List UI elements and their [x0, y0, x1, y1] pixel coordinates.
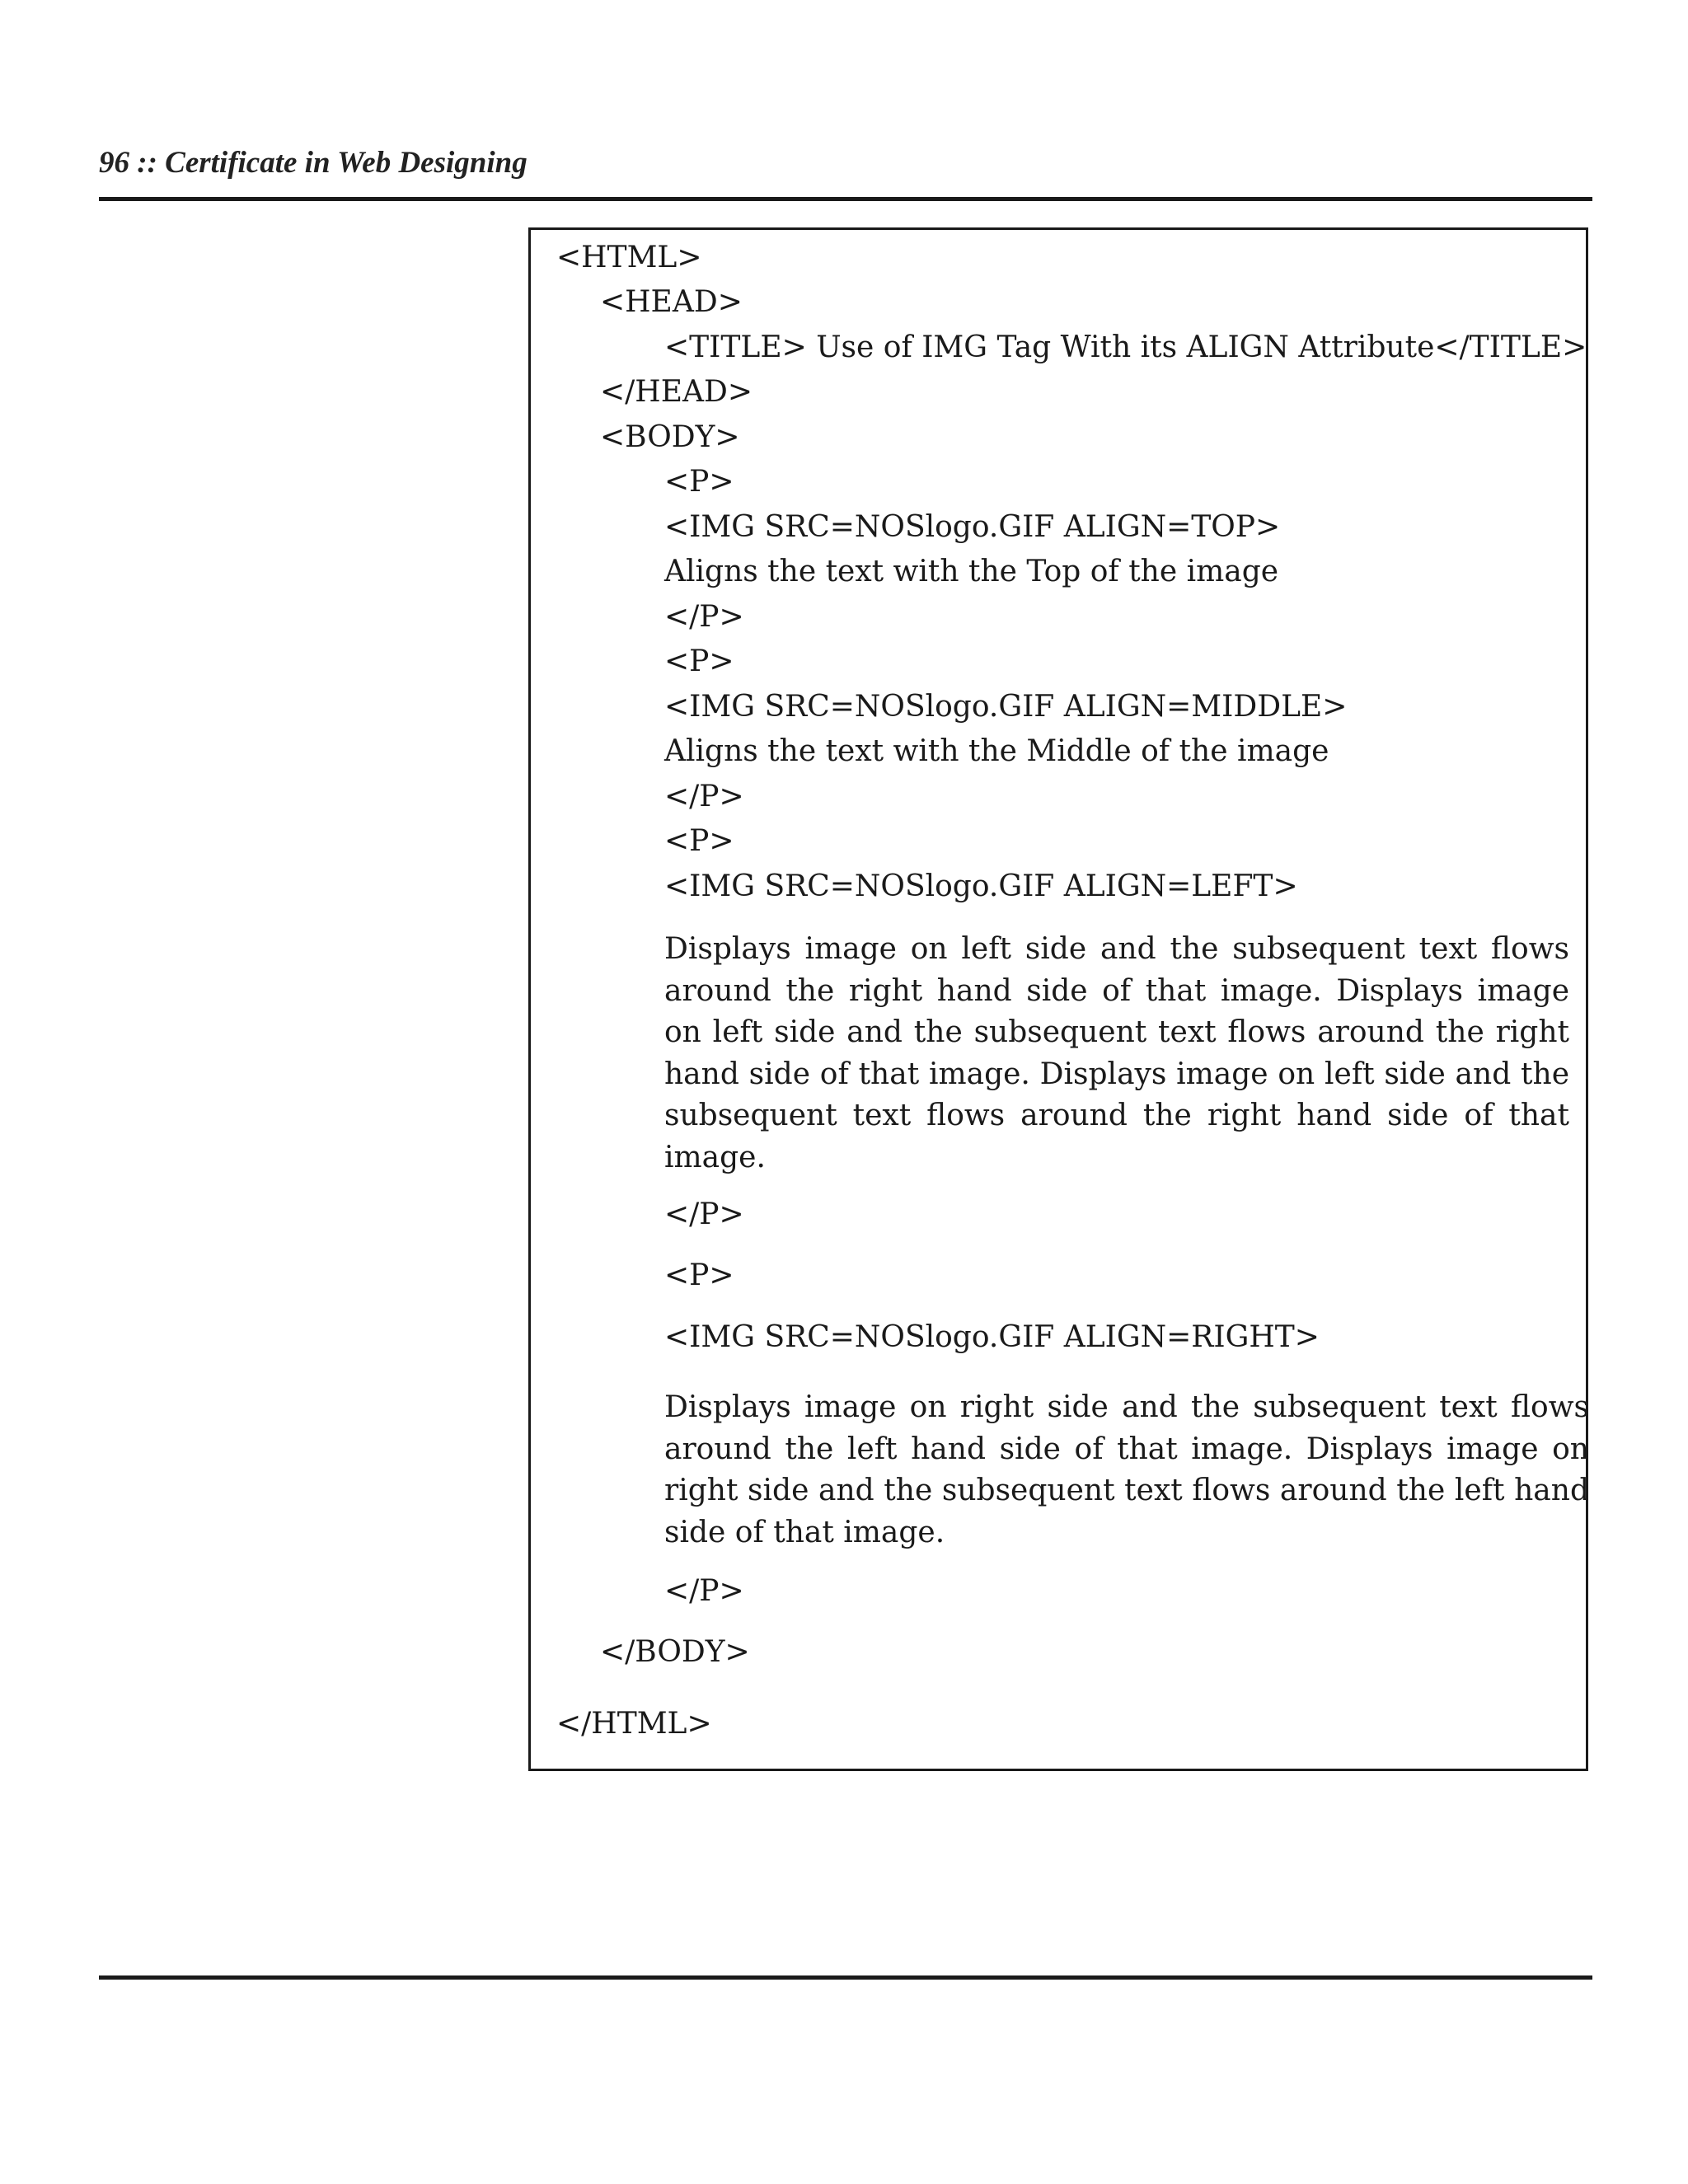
code-line-title: <TITLE> Use of IMG Tag With its ALIGN Attribute</TITLE> — [664, 330, 1587, 364]
code-line-img-left: <IMG SRC=NOSlogo.GIF ALIGN=LEFT> — [664, 869, 1298, 903]
running-header: 96 :: Certificate in Web Designing — [99, 146, 528, 180]
code-line-text-top: Aligns the text with the Top of the image — [664, 555, 1279, 588]
code-line-p-close-4: </P> — [664, 1574, 744, 1608]
code-line-text-middle: Aligns the text with the Middle of the image — [664, 734, 1329, 768]
code-line-body-close: </BODY> — [600, 1635, 750, 1669]
code-paragraph-right: Displays image on right side and the subsequent text flows around the left hand side of that image. Displays image on right side and the subsequent text flows around the left hand side of that image. — [664, 1390, 1589, 1549]
footer-rule — [99, 1975, 1592, 1980]
code-line-head-open: <HEAD> — [600, 285, 743, 319]
code-line-img-right: <IMG SRC=NOSlogo.GIF ALIGN=RIGHT> — [664, 1320, 1320, 1354]
code-line-body-open: <BODY> — [600, 420, 740, 454]
code-line-p-close-2: </P> — [664, 780, 744, 813]
code-line-p-open-2: <P> — [664, 644, 734, 678]
code-paragraph-left: Displays image on left side and the subsequent text flows around the right hand side of that image. Displays image on left side and the subsequent text flows around the right hand side of that image. Displays image on left side and the subsequent text flows around the right hand side of that image. — [664, 932, 1569, 1174]
code-line-img-top: <IMG SRC=NOSlogo.GIF ALIGN=TOP> — [664, 510, 1281, 544]
code-line-p-open-1: <P> — [664, 465, 734, 499]
code-line-html-open: <HTML> — [556, 241, 702, 274]
header-rule — [99, 197, 1592, 201]
code-line-img-middle: <IMG SRC=NOSlogo.GIF ALIGN=MIDDLE> — [664, 690, 1348, 724]
code-line-html-close: </HTML> — [556, 1707, 712, 1741]
code-line-head-close: </HEAD> — [600, 375, 753, 409]
code-line-p-open-3: <P> — [664, 824, 734, 858]
code-line-p-close-3: </P> — [664, 1197, 744, 1231]
code-line-p-open-4: <P> — [664, 1258, 734, 1292]
code-line-p-close-1: </P> — [664, 600, 744, 634]
